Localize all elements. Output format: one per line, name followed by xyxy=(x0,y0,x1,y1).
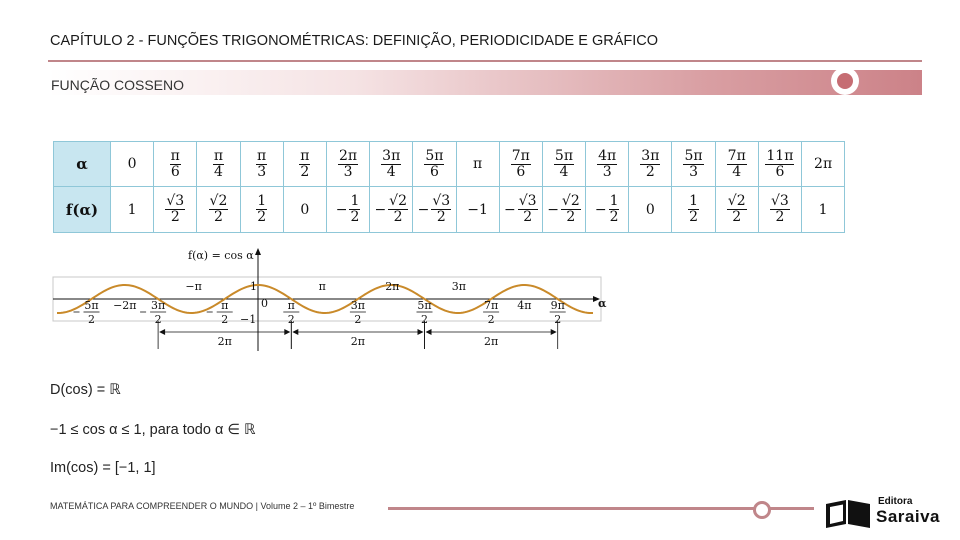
denominator: 2 xyxy=(566,209,576,225)
tick-numerator: 5π xyxy=(417,299,432,312)
denominator: 6 xyxy=(775,163,785,180)
values-table xyxy=(53,141,845,233)
f-alpha-cell xyxy=(240,187,283,233)
minus-sign: − xyxy=(335,201,348,218)
denominator: 3 xyxy=(343,163,353,180)
numerator: π xyxy=(213,147,224,164)
tick-denominator: 2 xyxy=(554,313,562,326)
period-label: 2π xyxy=(350,335,366,348)
numerator: √2 xyxy=(727,193,746,210)
alpha-cell xyxy=(586,142,629,187)
fraction xyxy=(381,149,401,179)
top-tick-label: 3π xyxy=(451,280,467,293)
denominator: 6 xyxy=(429,163,439,180)
footer-circle-icon xyxy=(753,501,771,519)
denominator: 3 xyxy=(689,163,698,180)
fraction xyxy=(765,149,794,179)
editora-saraiva-logo xyxy=(824,494,944,528)
section-title: FUNÇÃO COSSENO xyxy=(51,77,185,93)
denominator: 2 xyxy=(393,209,403,225)
f-alpha-cell xyxy=(197,187,240,233)
section-banner xyxy=(48,70,922,95)
alpha-cell xyxy=(499,142,542,187)
value-text: 1 xyxy=(127,201,137,218)
f-alpha-cell xyxy=(629,187,672,233)
period-arrow xyxy=(159,329,165,335)
alpha-header: α xyxy=(54,142,111,187)
denominator: 4 xyxy=(559,163,569,180)
alpha-cell xyxy=(542,142,585,187)
tick-numerator: 5π xyxy=(84,299,99,312)
denominator: 3 xyxy=(257,163,267,180)
denominator: 2 xyxy=(732,209,742,225)
numerator: √3 xyxy=(770,193,789,210)
tick-numerator: 7π xyxy=(483,299,499,312)
numerator: √3 xyxy=(432,193,451,210)
top-tick-label: −π xyxy=(185,280,202,293)
chapter-title: CAPÍTULO 2 - FUNÇÕES TRIGONOMÉTRICAS: DEFINIÇÃO, PERIODICIDADE E GRÁFICO xyxy=(50,33,658,49)
denominator: 2 xyxy=(523,209,533,225)
footer-divider xyxy=(388,507,754,510)
period-arrow xyxy=(292,329,298,335)
f-alpha-cell xyxy=(586,187,629,233)
numerator: 5π xyxy=(684,147,703,164)
numerator: 1 xyxy=(609,193,619,210)
fraction xyxy=(727,194,747,224)
numerator: 7π xyxy=(727,147,746,164)
logo-top-text: Editora xyxy=(878,496,913,507)
numerator: 3π xyxy=(382,147,401,164)
numerator: √2 xyxy=(209,193,228,210)
alpha-cell xyxy=(197,142,240,187)
tick-denominator: 2 xyxy=(88,313,95,326)
numerator: 1 xyxy=(350,193,360,210)
origin-label: 0 xyxy=(261,297,268,310)
range-inequality-statement: −1 ≤ cos α ≤ 1, para todo α ∈ ℝ xyxy=(50,422,256,438)
alpha-cell xyxy=(283,142,326,187)
top-tick-label: 2π xyxy=(385,280,400,293)
denominator: 2 xyxy=(609,209,619,225)
domain-statement: D(cos) = ℝ xyxy=(50,382,121,398)
y-minus-one-label: −1 xyxy=(240,313,257,326)
fraction xyxy=(256,149,267,179)
minus-sign: − xyxy=(417,201,430,218)
tick-numerator: π xyxy=(287,299,295,312)
tick-denominator: 2 xyxy=(487,313,495,326)
logo-main-text: Saraiva xyxy=(876,507,940,526)
alpha-cell xyxy=(672,142,715,187)
numerator: π xyxy=(257,147,267,164)
alpha-cell xyxy=(240,142,283,187)
denominator: 3 xyxy=(602,163,612,180)
f-alpha-cell xyxy=(672,187,715,233)
alpha-cell xyxy=(629,142,672,187)
period-arrow xyxy=(551,329,557,335)
period-arrow xyxy=(284,329,290,335)
y-axis-arrow xyxy=(255,248,261,255)
numerator: 3π xyxy=(641,147,660,164)
f-alpha-cell xyxy=(283,187,326,233)
f-alpha-header: f(α) xyxy=(54,187,111,233)
f-alpha-cell xyxy=(802,187,845,233)
denominator: 6 xyxy=(170,163,180,180)
fraction xyxy=(609,194,620,224)
value-text: 2π xyxy=(814,156,833,172)
period-label: 2π xyxy=(217,335,232,348)
numerator: 5π xyxy=(425,147,444,164)
denominator: 6 xyxy=(516,163,526,180)
top-tick-label: π xyxy=(318,280,326,293)
denominator: 4 xyxy=(214,163,223,180)
f-alpha-row xyxy=(54,187,845,233)
alpha-cell xyxy=(456,142,499,187)
f-alpha-cell xyxy=(758,187,801,233)
alpha-row xyxy=(54,142,845,187)
denominator: 2 xyxy=(300,163,310,180)
f-alpha-cell xyxy=(499,187,542,233)
tick-numerator: 3π xyxy=(350,299,366,312)
fraction xyxy=(256,194,267,224)
period-arrow xyxy=(418,329,424,335)
minus-sign: − xyxy=(594,201,607,218)
f-alpha-cell xyxy=(111,187,154,233)
f-alpha-cell xyxy=(413,187,456,233)
bottom-tick-label: −2π xyxy=(113,299,137,312)
denominator: 2 xyxy=(645,163,655,180)
numerator: √3 xyxy=(518,193,537,210)
value-text: 0 xyxy=(300,201,310,218)
fraction xyxy=(688,194,699,224)
numerator: π xyxy=(300,147,310,164)
alpha-axis-label: α xyxy=(598,297,607,310)
fraction xyxy=(683,149,703,179)
denominator: 2 xyxy=(257,209,267,225)
denominator: 2 xyxy=(689,209,698,225)
f-alpha-cell xyxy=(370,187,413,233)
numerator: 4π xyxy=(598,147,617,164)
fraction xyxy=(424,149,444,179)
alpha-cell xyxy=(413,142,456,187)
f-alpha-cell xyxy=(715,187,758,233)
circle-icon xyxy=(831,67,859,95)
denominator: 4 xyxy=(386,163,396,180)
fraction xyxy=(213,149,224,179)
book-icon xyxy=(824,494,874,528)
fraction xyxy=(431,194,451,224)
fraction xyxy=(597,149,617,179)
denominator: 2 xyxy=(350,209,360,225)
fraction xyxy=(640,149,660,179)
f-alpha-cell xyxy=(154,187,197,233)
numerator: π xyxy=(170,147,180,164)
tick-denominator: 2 xyxy=(287,313,295,326)
numerator: √2 xyxy=(389,193,407,210)
fraction xyxy=(770,194,790,224)
value-text: 1 xyxy=(818,201,828,218)
tick-denominator: 2 xyxy=(221,313,229,326)
alpha-cell xyxy=(370,142,413,187)
footer-text: MATEMÁTICA PARA COMPREENDER O MUNDO | Volume 2 – 1º Bimestre xyxy=(50,501,355,511)
tick-numerator: 9π xyxy=(550,299,565,312)
function-label: f(α) = cos α xyxy=(188,249,254,262)
fraction xyxy=(554,149,574,179)
f-alpha-cell xyxy=(456,187,499,233)
denominator: 4 xyxy=(732,163,742,180)
numerator: √2 xyxy=(561,193,580,210)
chapter-divider xyxy=(48,60,922,62)
fraction xyxy=(388,194,408,224)
image-statement: Im(cos) = [−1, 1] xyxy=(50,460,156,476)
numerator: 2π xyxy=(338,147,358,164)
fraction xyxy=(349,194,360,224)
numerator: 7π xyxy=(511,147,530,164)
numerator: 5π xyxy=(554,147,574,164)
tick-numerator: 3π xyxy=(150,299,166,312)
numerator: 1 xyxy=(689,193,698,210)
f-alpha-cell xyxy=(326,187,369,233)
minus-sign: − xyxy=(504,201,516,218)
fraction xyxy=(727,149,747,179)
denominator: 2 xyxy=(170,209,180,225)
alpha-cell xyxy=(758,142,801,187)
fraction xyxy=(209,194,229,224)
fraction xyxy=(170,149,181,179)
bottom-tick-label: 4π xyxy=(517,299,532,312)
period-label: 2π xyxy=(483,335,499,348)
alpha-cell xyxy=(111,142,154,187)
fraction xyxy=(561,194,581,224)
denominator: 2 xyxy=(436,209,446,225)
denominator: 2 xyxy=(775,209,785,225)
tick-numerator: π xyxy=(221,299,229,312)
alpha-cell xyxy=(802,142,845,187)
alpha-cell xyxy=(154,142,197,187)
minus-sign: − xyxy=(374,201,387,218)
value-text: π xyxy=(472,156,483,172)
fraction xyxy=(518,194,538,224)
value-text: −1 xyxy=(467,201,488,218)
alpha-cell xyxy=(715,142,758,187)
tick-denominator: 2 xyxy=(154,313,162,326)
minus-sign: − xyxy=(547,201,559,218)
numerator: 11π xyxy=(766,147,794,164)
value-text: 0 xyxy=(645,201,655,218)
numerator: √3 xyxy=(166,193,185,210)
tick-denominator: 2 xyxy=(421,313,428,326)
denominator: 2 xyxy=(214,209,223,225)
period-arrow xyxy=(426,329,432,335)
fraction xyxy=(165,194,185,224)
value-text: 0 xyxy=(127,156,137,172)
fraction xyxy=(299,149,310,179)
f-alpha-cell xyxy=(542,187,585,233)
footer-divider-end xyxy=(770,507,814,510)
fraction xyxy=(338,149,358,179)
tick-denominator: 2 xyxy=(354,313,362,326)
fraction xyxy=(511,149,531,179)
y-one-label: 1 xyxy=(250,280,257,293)
numerator: 1 xyxy=(257,193,267,210)
cosine-graph xyxy=(45,245,615,355)
alpha-cell xyxy=(326,142,369,187)
